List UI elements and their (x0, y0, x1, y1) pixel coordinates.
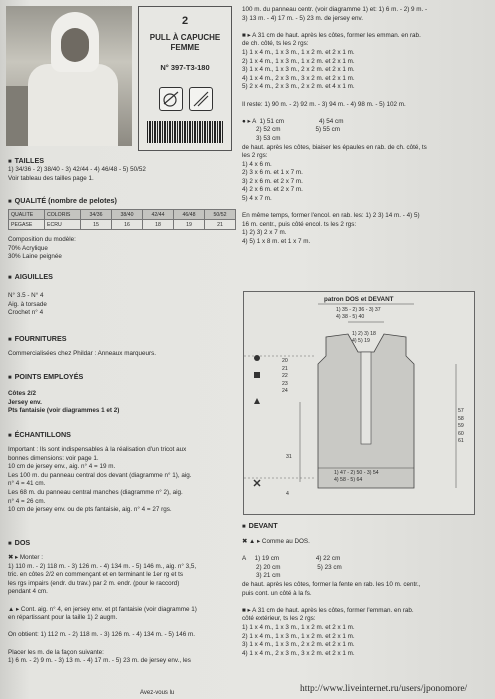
fournitures-text: Commercialisées chez Phildar : Anneaux marqueurs. (8, 350, 157, 357)
table-cell: QUALITE (9, 210, 45, 220)
table-cell: COLORIS (45, 210, 81, 220)
echantillons-text: Important : Ils sont indispensables à la réalisation d'un tricot aux bonnes dimensions: voir page 1. 10 cm de jersey env., aig. n° 4 = 19 m. Les 100 m. du panneau central dos devant (diagramme n° 1), aig. n° 4 = 41 cm. Les 68 m. du panneau central manches (diagramme n° 2), aig. n° 4 = 26 cm. 10 cm de jersey env. ou de pts fantaisie, aig. n° 4 = 27 rgs. (8, 446, 192, 514)
table-cell: 15 (81, 220, 112, 230)
yarn-table-row (9, 220, 236, 230)
diagram-neck-measure: 1) 2) 3) 18 4) 5) 19 (352, 331, 376, 344)
height-label: 21 (282, 365, 288, 372)
table-cell: ECRU (45, 220, 81, 230)
right-column-text: 100 m. du panneau centr. (voir diagramme 1) et: 1) 6 m. - 2) 9 m. - 3) 13 m. - 4) 17 m. - 5) 23 m. de jersey env. ■ ▸ A 31 cm de haut. après les côtes, former les emman. en rab. de ch. côté, ts les 2 rgs: 1) 1 x 4 m., 1 x 3 m., 1 x 2 m. et 2 x 1 m. 2) 1 x 4 m., 1 x 3 m., 1 x 2 m. et 2 x 1 m. 3) 1 x 4 m., 1 x 3 m., 2 x 2 m. et 2 x 1 m. 4) 1 x 4 m., 2 x 3 m., 3 x 2 m. et 2 x 1 m. 5) 2 x 4 m., 2 x 3 m., 2 x 2 m. et 4 x 1 m. Il reste: 1) 90 m. - 2) 92 m. - 3) 94 m. - 4) 98 m. - 5) 102 m. ● ▸ A 1) 51 cm 4) 54 cm 2) 52 cm 5) 55 cm 3) 53 cm de haut. après les côtes, biaiser les épaules en rab. de ch. côté, ts les 2 rgs: 1) 4 x 6 m. 2) 3 x 6 m. et 1 x 7 m. 3) 2 x 6 m. et 2 x 7 m. 4) 2 x 6 m. et 2 x 7 m. 5) 4 x 7 m. En même temps, former l'encol. en rab. les: 1) 2 3) 14 m. - 4) 5) 16 m. centr., puis côté encol. ts les 2 rgs: 1) 2) 3) 2 x 7 m. 4) 5) 1 x 8 m. et 1 x 7 m. (242, 6, 428, 246)
height-label: 24 (282, 388, 288, 394)
height-label: 58 (458, 415, 464, 422)
yarn-table-header (9, 210, 236, 220)
dos-text: ✖ ▸ Monter : 1) 110 m. - 2) 118 m. - 3) 126 m. - 4) 134 m. - 5) 146 m., aig. n° 3,5, tric. en côtes 2/2 en commençant et en terminant le 1er rg et ts les rgs impairs (endr. du trav.) par 2 m. endr. (pour le raccord) pendant 4 cm. ▲ ▸ Cont. aig. n° 4, en jersey env. et pt fantaisie (voir diagramme 1) en répartissant pour la taille 1) 2 augm. On obtient: 1) 112 m. - 2) 118 m. - 3) 126 m. - 4) 134 m. - 5) 146 m. Placer les m. de la façon suivante: 1) 6 m. - 2) 9 m. - 3) 13 m. - 4) 17 m. - 5) 23 m. de jersey env., les (8, 554, 197, 665)
dos-heading: ■ DOS (8, 538, 30, 547)
echantillons-heading: ■ ÉCHANTILLONS (8, 430, 71, 439)
table-cell: 38/40 (112, 210, 143, 220)
aiguilles-heading: ■ AIGUILLES (8, 272, 53, 281)
pattern-diagram (243, 291, 475, 515)
height-label: 59 (458, 423, 464, 429)
pattern-number: 2 (181, 15, 189, 27)
barcode (147, 121, 223, 143)
tailles-heading: ■ TAILLES (8, 156, 44, 165)
model-photo (6, 6, 132, 146)
pattern-title-box (138, 6, 232, 151)
aiguilles-text: N° 3.5 - N° 4 Aig. à torsade Crochet n° 4 (8, 292, 47, 317)
diagram-top-measure: 1) 35 - 2) 36 - 3) 37 4) 38 - 5) 40 (336, 307, 381, 320)
diagram-left-height (282, 358, 288, 396)
height-label: 22 (282, 373, 288, 379)
height-label: 60 (458, 430, 464, 437)
diagram-bottom-measure: 1) 47 - 2) 50 - 3) 54 4) 58 - 5) 64 (334, 470, 379, 483)
yarn-icon (159, 87, 183, 111)
yarn-table (8, 209, 236, 230)
diagram-title: patron DOS et DEVANT (324, 296, 394, 303)
footer-text: Avez-vous lu (140, 690, 175, 696)
points-heading: ■ POINTS EMPLOYÉS (8, 372, 83, 381)
pattern-title: PULL À CAPUCHE FEMME (149, 33, 221, 52)
photo-face (61, 28, 89, 62)
table-cell: 50/52 (205, 210, 236, 220)
watermark-url: http://www.liveinternet.ru/users/jponomore/ (300, 684, 468, 694)
table-cell: 21 (205, 220, 236, 230)
composition-text: Composition du modèle: 70% Acrylique 30% Laine peignée (8, 236, 76, 261)
diagram-bottom-height: 4 (286, 491, 289, 497)
devant-heading: ■ DEVANT (242, 521, 278, 530)
points-text: Côtes 2/2 Jersey env. Pts fantaisie (voir diagrammes 1 et 2) (8, 390, 120, 415)
table-cell: 34/36 (81, 210, 112, 220)
diagram-right-height (458, 408, 464, 446)
table-cell: 19 (174, 220, 205, 230)
height-label: 23 (282, 380, 288, 387)
fournitures-heading: ■ FOURNITURES (8, 334, 67, 343)
tailles-text: 1) 34/36 - 2) 38/40 - 3) 42/44 - 4) 46/48 - 5) 50/52 Voir tableau des tailles page 1. (8, 166, 146, 182)
needle-icon (189, 87, 213, 111)
height-label: 20 (282, 358, 288, 364)
pattern-reference: N° 397-T3-180 (160, 63, 210, 72)
diagram-mid-height: 31 (286, 454, 292, 460)
table-cell: 16 (112, 220, 143, 230)
table-cell: 42/44 (143, 210, 174, 220)
height-label: 61 (458, 438, 464, 444)
table-cell: 46/48 (174, 210, 205, 220)
qualite-heading: ■ QUALITÉ (nombre de pelotes) (8, 196, 117, 205)
table-cell: PEGASE (9, 220, 45, 230)
table-cell: 18 (143, 220, 174, 230)
photo-sweater (28, 64, 118, 146)
devant-text: ✖ ▲ ▸ Comme au DOS. A 1) 19 cm 4) 22 cm 2) 20 cm 5) 23 cm 3) 21 cm de haut. après les côtes, former la fente en rab. les 10 m. centr., puis cont. un côté à la fs. ■ ▸ A 31 cm de haut. après les côtes, former l'emman. en rab. côté extérieur, ts les 2 rgs: 1) 1 x 4 m., 1 x 3 m., 1 x 2 m. et 2 x 1 m. 2) 1 x 4 m., 1 x 3 m., 1 x 2 m. et 2 x 1 m. 3) 1 x 4 m., 1 x 3 m., 2 x 2 m. et 2 x 1 m. 4) 1 x 4 m., 2 x 3 m., 3 x 2 m. et 2 x 1 m. (242, 538, 421, 657)
height-label: 57 (458, 408, 464, 414)
